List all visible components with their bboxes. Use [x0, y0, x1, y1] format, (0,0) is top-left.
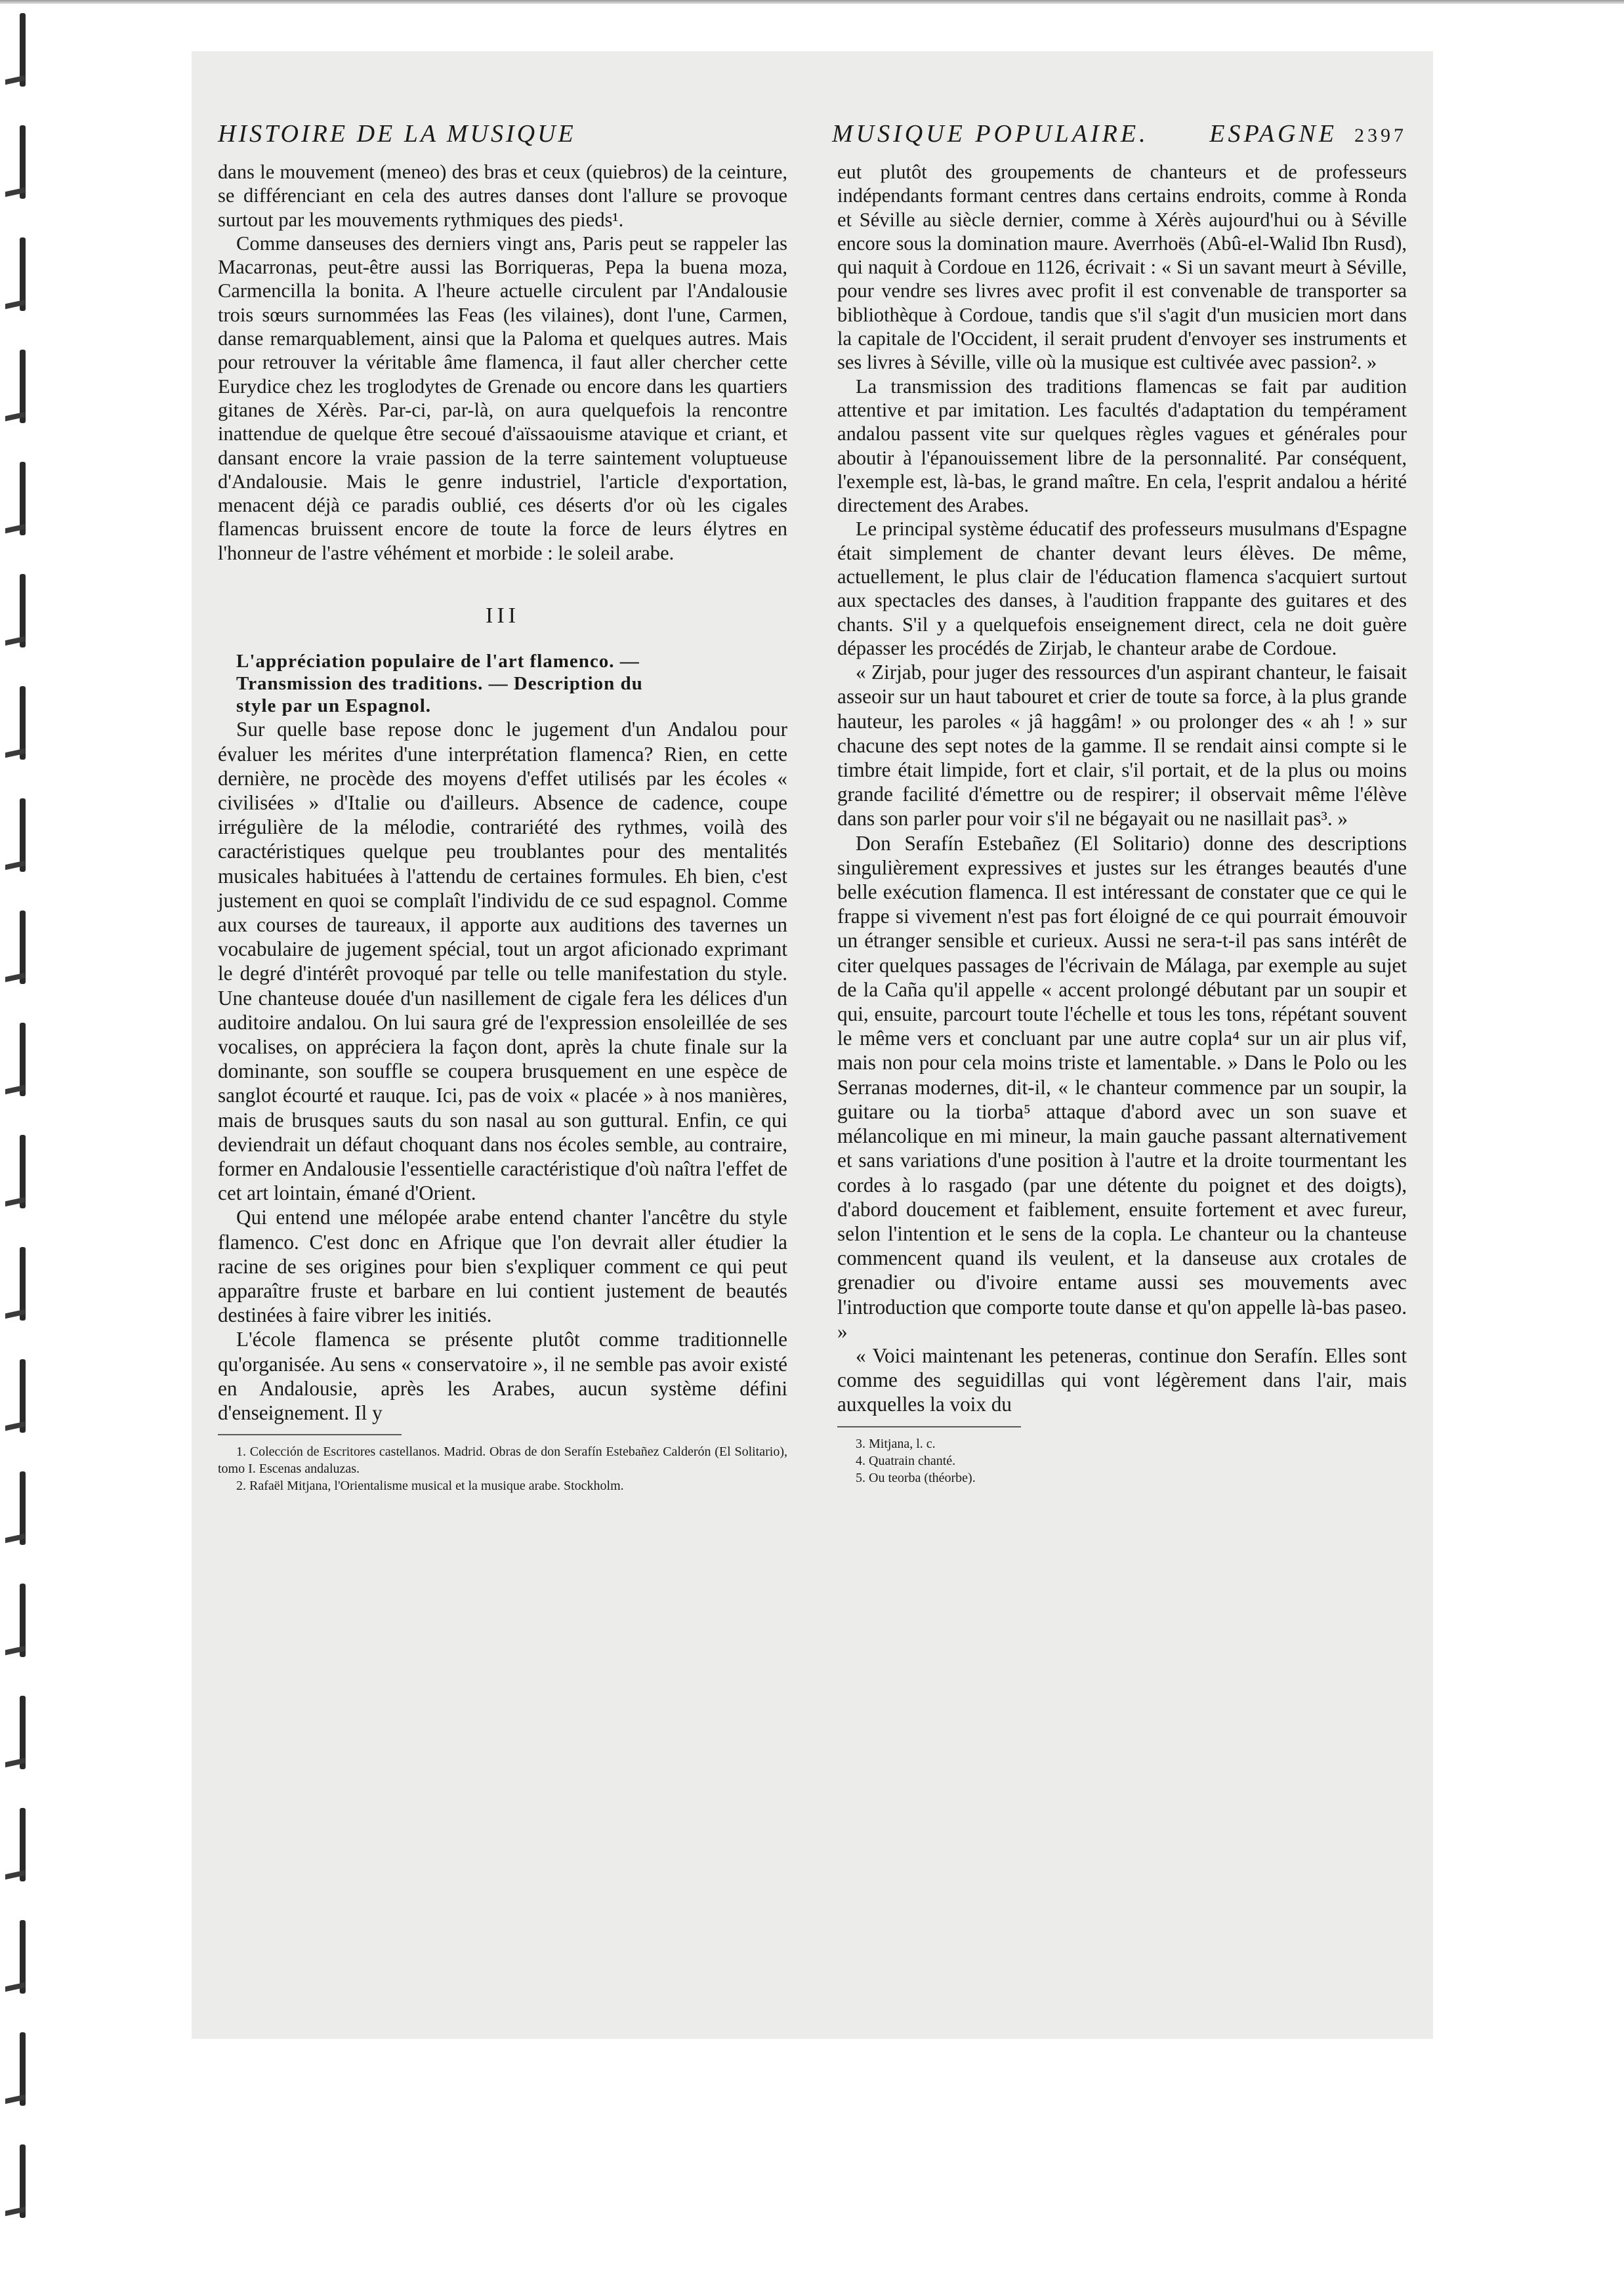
paragraph: L'école flamenca se présente plutôt comme traditionnelle qu'organisée. Au sens « conservatoire », il ne semble pas avoir existé en Andalousie, après les Arabes, aucun système défini d'enseignement. Il y: [218, 1328, 787, 1425]
footnotes: [837, 1435, 1407, 1486]
binding-ring: [5, 911, 28, 984]
footnote-rule: [837, 1426, 1021, 1427]
section-heading: [218, 650, 787, 717]
binding-ring: [5, 237, 28, 311]
footnote: 2. Rafaël Mitjana, l'Orientalisme musical et la musique arabe. Stockholm.: [236, 1479, 624, 1494]
paragraph: Don Serafín Estebañez (El Solitario) donne des descriptions singulièrement expressives et justes sur les étranges beautés d'une belle exécution flamenca. Il est intéressant de constater que ce qui le frappe si vivement n'est pas fort éloigné de ce qui pourrait émouvoir un étranger sensible et curieux. Aussi ne sera-t-il pas sans intérêt de citer quelques passages de l'écrivain de Málaga, par exemple au sujet de la Caña qu'il appelle « accent prolongé débutant par un soupir et qui, ensuite, parcourt toute l'échelle et tous les tons, répétant souvent le même vers et concluant par une autre copla⁴ sur un air plus vif, mais non pour cela moins triste et lamentable. » Dans le Polo ou les Serranas modernes, dit-il, « le chanteur commence par un soupir, la guitare ou la tiorba⁵ attaque d'abord avec un son suave et mélancolique en mi mineur, la main gauche passant alternativement et sans variations d'une position à l'autre et la droite tourmentant les cordes à lo rasgado (par une détente du poignet et des doigts), d'abord doucement et faiblement, ensuite fortement et avec fureur, selon l'intention et le sens de la copla. Le chanteur ou la chanteuse commencent quand ils veulent, et la danseuse aux crotales de grenadier ou d'ivoire entame aussi ses mouvements avec l'introduction que comporte toute danse et qu'on appelle là-bas paseo. »: [837, 831, 1407, 1343]
section-number: III: [486, 604, 520, 628]
binding-ring: [5, 2144, 28, 2218]
top-edge-rule: [0, 0, 1624, 4]
binding-ring: [5, 574, 28, 647]
left-column: [218, 160, 787, 1494]
binding-ring: [5, 686, 28, 760]
scanned-page: [192, 51, 1433, 2039]
footnotes: [218, 1443, 787, 1494]
paragraph: Sur quelle base repose donc le jugement d'un Andalou pour évaluer les mérites d'une interprétation flamenca? Rien, en cette dernière, ne procède des moyens d'effet utilisés par les écoles « civilisées » d'Italie ou d'ailleurs. Absence de cadence, coupe irrégulière de la mélodie, contrariété des rythmes, voilà des caractéristiques quelque peu troublantes pour des mentalités musicales habituées à l'attendu de certaines formules. Eh bien, c'est justement en quoi se complaît l'individu de ce sud espagnol. Comme aux courses de taureaux, il apporte aux auditions des tavernes un vocabulaire de jugement spécial, tout un argot aficionado exprimant le degré d'intérêt provoqué par telle ou telle manifestation du style. Une chanteuse douée d'un nasillement de cigale fera les délices d'un auditoire andalou. On lui saura gré de l'expression ensoleillée de ses vocalises, on appréciera la façon dont, après la chute finale sur la dominante, son souffle se coupera brusquement en une espèce de sanglot écourté et rauque. Ici, pas de voix « placée » à nos manières, mais de brusques sauts du son nasal au son guttural. Enfin, ce qui deviendrait un défaut choquant dans nos écoles semble, au contraire, former en Andalousie l'essentielle caractéristique d'où naîtra l'effet de cet art lointain, émané d'Orient.: [218, 718, 787, 1205]
header-left-title: HISTOIRE DE LA MUSIQUE: [218, 120, 576, 148]
right-body: [837, 660, 1407, 1416]
binding-ring: [5, 1696, 28, 1769]
binding-ring: [5, 1359, 28, 1433]
section-heading-line: L'appréciation populaire de l'art flamenco. —: [236, 651, 640, 672]
paragraph: eut plutôt des groupements de chanteurs et de professeurs indépendants formant centres dans certains endroits, comme à Ronda et Séville au siècle dernier, comme à Xérès aujourd'hui ou à Séville encore sous la domination maure. Averrhoës (Abû-el-Walid Ibn Rusd), qui naquit à Cordoue en 1126, écrivait : « Si un savant meurt à Séville, pour vendre ses livres avec profit il est convenable de transporter sa bibliothèque à Cordoue, tandis que s'il s'agit d'un musicien mort dans la capitale de l'Occident, il serait prudent d'envoyer ses instruments et ses livres à Séville, ville où la musique est cultivée avec passion². »: [837, 161, 1407, 374]
footnote: 4. Quatrain chanté.: [856, 1453, 956, 1468]
paragraph: Qui entend une mélopée arabe entend chanter l'ancêtre du style flamenco. C'est donc en Afrique que l'on devrait aller étudier la racine de ses origines pour bien s'expliquer comment ce qui peut apparaître fruste et barbare en lui contient justement de beautés destinées à faire vibrer les initiés.: [218, 1206, 787, 1327]
binding-ring: [5, 1247, 28, 1321]
binding-ring: [5, 13, 28, 87]
paragraph: « Zirjab, pour juger des ressources d'un aspirant chanteur, le faisait asseoir sur un haut tabouret et crier de toute sa force, à la plus grande hauteur, les paroles « jâ haggâm! » ou prolonger des « ah ! » sur chacune des sept notes de la gamme. Il se rendait ainsi compte si le timbre était limpide, fort et clair, s'il portait, et de la plus ou moins grande facilité d'émettre ou de respirer; il observait même l'élève dans son parler pour voir s'il ne bégayait ou ne nasillait pas³. »: [837, 661, 1407, 830]
binding-ring: [5, 1023, 28, 1096]
header-right-label: ESPAGNE: [1209, 120, 1337, 148]
page-number: 2397: [1354, 125, 1407, 146]
binding-ring: [5, 1471, 28, 1545]
footnote: 5. Ou teorba (théorbe).: [856, 1470, 976, 1485]
footnote: 1. Colección de Escritores castellanos. Madrid. Obras de don Serafín Estebañez Calderón (El Solitario), tomo I. Escenas andaluzas.: [218, 1445, 787, 1477]
paragraph: La transmission des traditions flamencas se fait par audition attentive et par imitation. Les facultés d'adaptation du tempérament andalou passent vite sur quelques règles vagues et générales pour aboutir à l'épanouissement libre de la personnalité. Par conséquent, l'exemple est, là-bas, le grand maître. En cela, l'esprit andalou a hérité directement des Arabes.: [837, 375, 1407, 517]
running-header: [218, 119, 1407, 152]
binding-ring: [5, 1920, 28, 1994]
section-heading-line: style par un Espagnol.: [236, 695, 432, 717]
binding-ring: [5, 125, 28, 199]
binding-ring: [5, 1584, 28, 1657]
footnote-rule: [218, 1434, 402, 1435]
paragraph: « Voici maintenant les peteneras, continue don Serafín. Elles sont comme des seguidillas qui vont légèrement dans l'air, mais auxquelles la voix du: [837, 1343, 1407, 1416]
paragraph: Comme danseuses des derniers vingt ans, Paris peut se rappeler las Macarronas, peut-être aussi las Borriqueras, Pepa la buena moza, Carmencilla la bonita. A l'heure actuelle circulent par l'Andalousie trois sœurs surnommées las Feas (les vilaines), dont l'une, Carmen, danse remarquablement, ainsi que la Paloma et quelques autres. Mais pour retrouver la véritable âme flamenca, il faut aller chercher cette Eurydice chez les troglodytes de Grenade ou encore dans les quartiers gitanes de Xérès. Par-ci, par-là, on aura quelquefois la rencontre inattendue de quelque être secoué d'aïssaouisme atavique et criant, et dansant encore la vraie passion de la terre saintement voluptueuse d'Andalousie. Mais le genre industriel, l'article d'exportation, menacent déjà ce paradis oublié, ces déserts d'or où les cigales flamencas bruissent encore de toute la force de leurs élytres en l'honneur de l'astre véhément et morbide : le soleil arabe.: [218, 232, 787, 564]
section-body: [218, 717, 787, 1425]
binding-ring: [5, 350, 28, 423]
binding-ring: [5, 1808, 28, 1881]
section-heading-line: Transmission des traditions. — Description du: [236, 673, 643, 695]
right-column: [837, 160, 1407, 1486]
paragraph: dans le mouvement (meneo) des bras et ceux (quiebros) de la ceinture, se différenciant en cela des autres danses dont l'allure se provoque surtout par les mouvements rythmiques des pieds¹.: [218, 161, 787, 231]
header-middle-title: MUSIQUE POPULAIRE.: [832, 120, 1149, 148]
spiral-binding: [0, 0, 39, 2296]
footnote: 3. Mitjana, l. c.: [856, 1436, 936, 1451]
paragraph: Le principal système éducatif des professeurs musulmans d'Espagne était simplement de chanter devant leurs élèves. De même, actuellement, le plus clair de l'éducation flamenca s'acquiert surtout aux spectacles des danses, à l'audition frappante des guitares et des chants. S'il y a quelquefois enseignement direct, cela ne doit guère dépasser les procédés de Zirjab, le chanteur arabe de Cordoue.: [837, 518, 1407, 659]
binding-ring: [5, 2032, 28, 2106]
binding-ring: [5, 1135, 28, 1208]
header-right-title: [1209, 119, 1407, 148]
binding-ring: [5, 462, 28, 535]
binding-ring: [5, 798, 28, 872]
